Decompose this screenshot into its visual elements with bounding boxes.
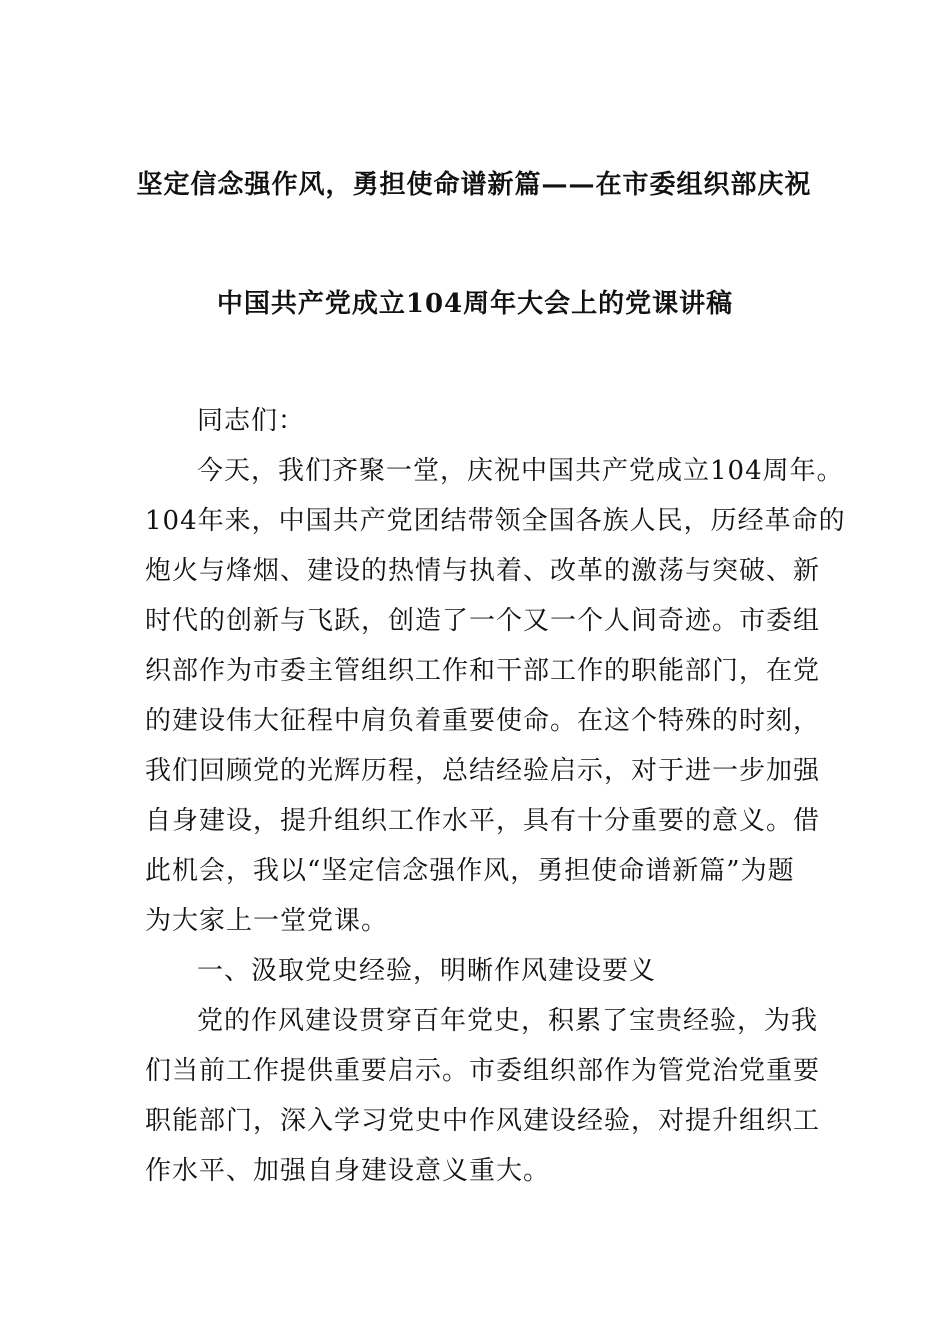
paragraph-line: 时代的创新与飞跃，创造了一个又一个人间奇迹。市委组 <box>145 606 821 636</box>
section-heading: 一、汲取党史经验，明晰作风建设要义 <box>197 956 657 986</box>
paragraph-line: 为大家上一堂党课。 <box>145 906 389 936</box>
paragraph-line: 炮火与烽烟、建设的热情与执着、改革的激荡与突破、新 <box>145 556 821 586</box>
paragraph-line: 自身建设，提升组织工作水平，具有十分重要的意义。借 <box>145 806 821 836</box>
paragraph-line: 104年来，中国共产党团结带领全国各族人民，历经革命的 <box>145 506 846 536</box>
paragraph-line: 作水平、加强自身建设意义重大。 <box>145 1156 551 1186</box>
paragraph-line: 党的作风建设贯穿百年党史，积累了宝贵经验，为我 <box>197 1006 819 1036</box>
paragraph-line: 今天，我们齐聚一堂，庆祝中国共产党成立104周年。 <box>197 456 844 486</box>
paragraph-line: 我们回顾党的光辉历程，总结经验启示，对于进一步加强 <box>145 756 821 786</box>
paragraph-line: 织部作为市委主管组织工作和干部工作的职能部门，在党 <box>145 656 821 686</box>
paragraph-line: 的建设伟大征程中肩负着重要使命。在这个特殊的时刻， <box>145 706 821 736</box>
document-title-line-2: 中国共产党成立104周年大会上的党课讲稿 <box>216 289 734 319</box>
paragraph-line: 们当前工作提供重要启示。市委组织部作为管党治党重要 <box>145 1056 821 1086</box>
paragraph-line: 职能部门，深入学习党史中作风建设经验，对提升组织工 <box>145 1106 821 1136</box>
salutation: 同志们： <box>197 406 306 436</box>
document-title-line-1: 坚定信念强作风，勇担使命谱新篇——在市委组织部庆祝 <box>136 170 812 200</box>
paragraph-line: 此机会，我以“坚定信念强作风，勇担使命谱新篇”为题 <box>145 856 795 886</box>
